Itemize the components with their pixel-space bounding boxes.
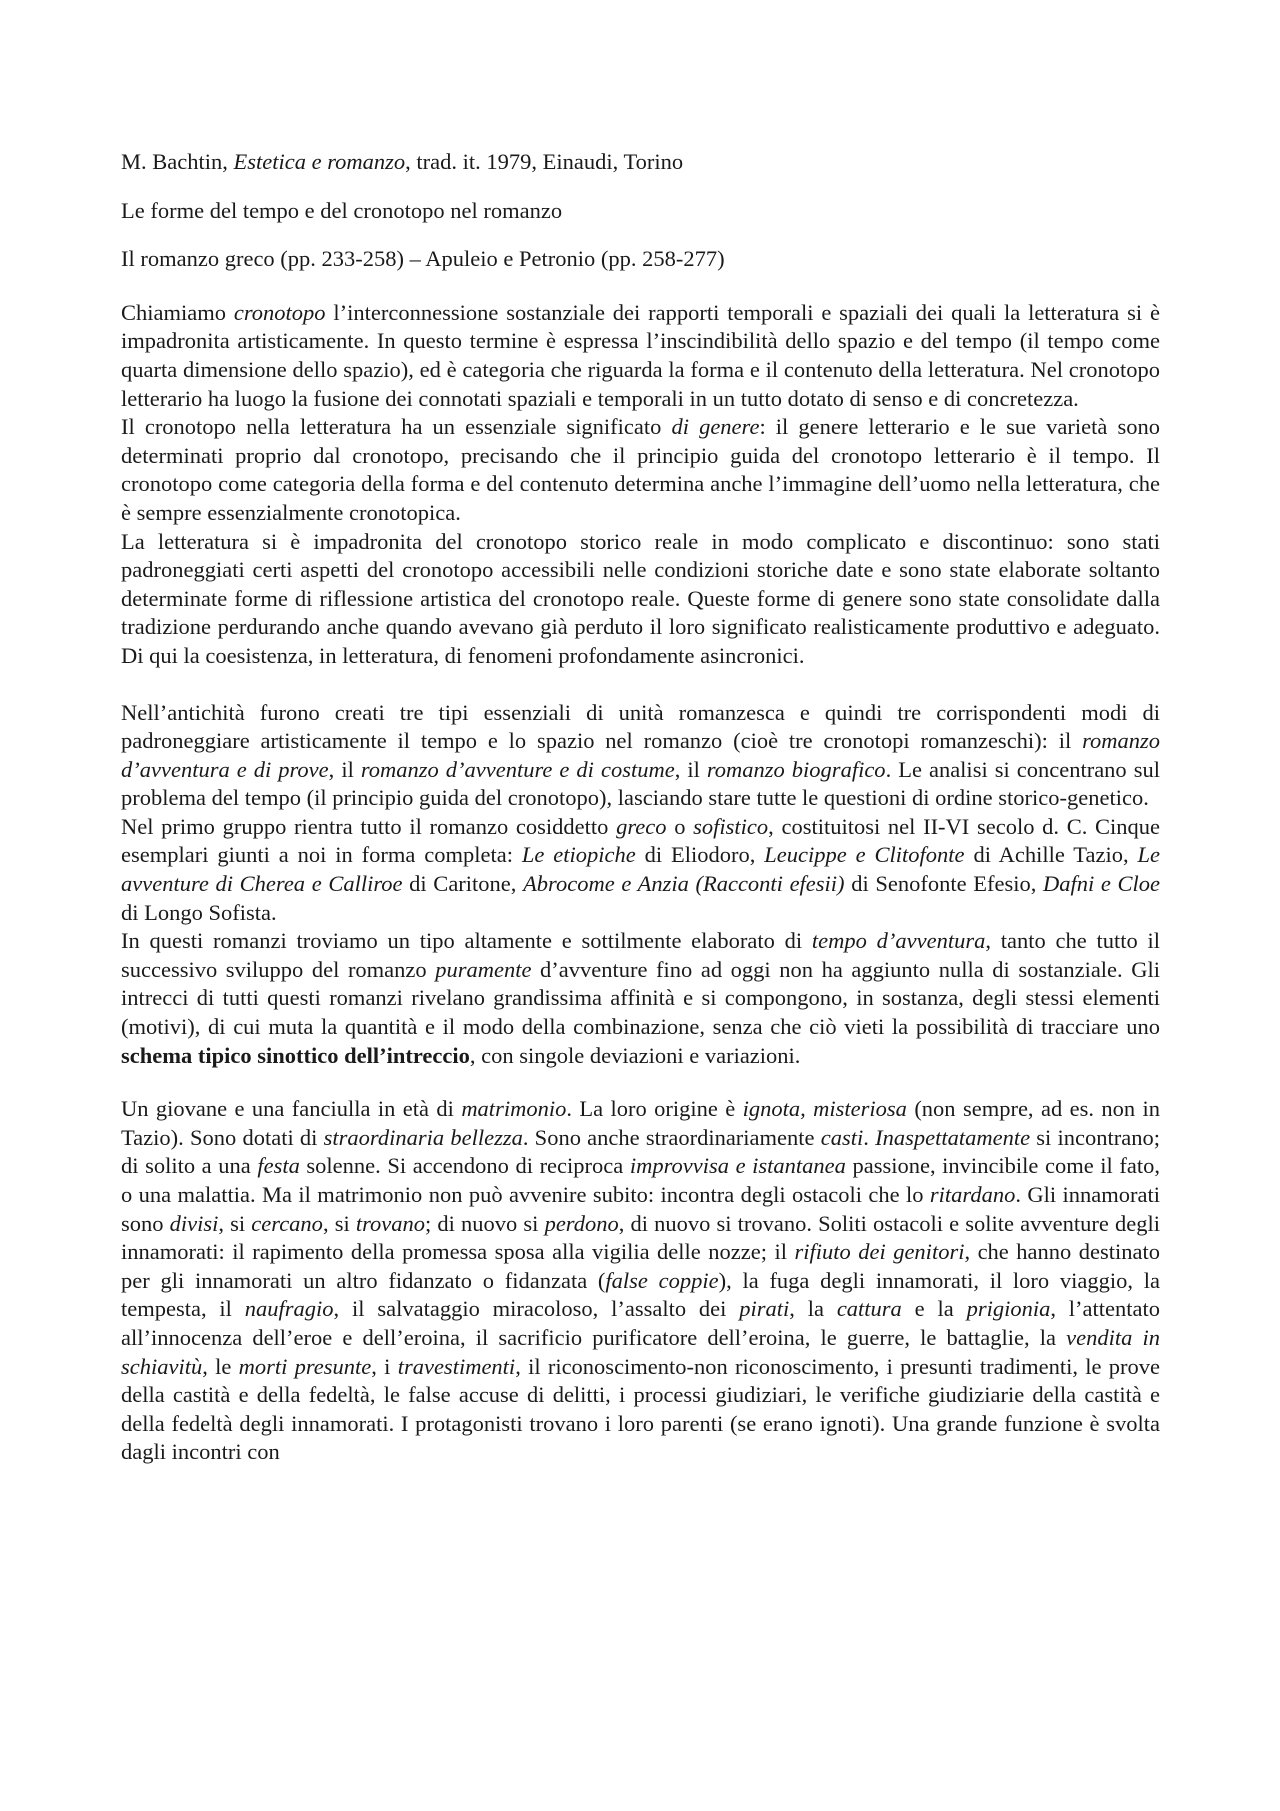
text-run: : il genere letterario e le sue varietà sono determinati proprio dal cronotopo, precisando che il principio guida del cronotopo letterario è il tempo. Il cronotopo come categoria della forma e del contenuto determina anche l’immagine dell’uomo nella letteratura, che è sempre essenzialmente cronotopica. [121,414,1160,525]
italic-text: cattura [836,1296,902,1322]
text-run: , tanto che tutto il successivo sviluppo del romanzo [121,928,1161,982]
paragraph [121,813,1160,927]
italic-text: cronotopo [233,299,326,325]
text-run: Il cronotopo nella letteratura ha un essenziale significato [121,414,672,440]
paragraph [121,1095,1160,1467]
text-run: di Longo Sofista. [121,899,277,925]
text-run: . Sono anche straordinariamente [522,1124,821,1150]
italic-text: festa [257,1153,300,1179]
chapter-title: Le forme del tempo e del cronotopo nel romanzo [121,197,563,223]
italic-text: casti [820,1124,864,1150]
text-run: , il [328,756,361,782]
text-run: Un giovane e una fanciulla in età di [121,1096,462,1122]
paragraph [121,528,1160,671]
italic-text: puramente [435,956,532,982]
italic-text: divisi [169,1210,219,1236]
text-run: ; di nuovo si [425,1210,545,1236]
italic-text: perdono [544,1210,619,1236]
text-run: di Senofonte Efesio, [844,871,1043,897]
italic-text: romanzo biografico [706,756,886,782]
italic-text: romanzo d’avventura e di prove [121,728,1160,782]
italic-text: cercano [251,1210,323,1236]
text-run: passione, invincibile come il fato, o una malattia. Ma il matrimonio non può avvenire subito: incontra degli ostacoli che lo [121,1153,1160,1207]
text-run: , trad. it. 1979, Einaudi, Torino [405,149,684,174]
italic-text: ignota, misteriosa [742,1096,907,1122]
italic-text: morti presunte [238,1353,372,1379]
text-run: In questi romanzi troviamo un tipo altamente e sottilmente elaborato di [121,928,812,954]
paragraph [121,413,1160,527]
text-run: l’interconnessione sostanziale dei rapporti temporali e spaziali dei quali la letteratura si è impadronita artisticamente. In questo termine è espressa l’inscindibilità dello spazio e del tempo (il tempo come quarta dimensione dello spazio), ed è categoria che riguarda la forma e il contenuto della letteratura. Nel cronotopo letterario ha luogo la fusione dei connotati spaziali e temporali in un tutto dotato di senso e di concretezza. [121,299,1160,411]
italic-text: greco [616,813,667,839]
text-run: , si [322,1210,356,1236]
text-run: . [863,1124,876,1150]
section-pages: Il romanzo greco (pp. 233-258) – Apuleio e Petronio (pp. 258-277) [121,246,725,272]
text-run: , costituitosi nel II-VI secolo d. C. Cinque esemplari giunti a noi in forma completa: [121,813,1161,868]
italic-text: matrimonio [461,1096,567,1122]
italic-text: straordinaria bellezza [323,1124,523,1150]
italic-text: false coppie [605,1267,719,1293]
text-run: o [666,813,694,839]
text-run: di Achille Tazio, [964,842,1138,868]
text-run: , che hanno destinato per gli innamorati un altro fidanzato o fidanzata ( [121,1239,1160,1293]
text-run: (non sempre, ad es. non in Tazio). Sono dotati di [121,1096,1160,1150]
italic-text: improvvisa e istantanea [629,1153,846,1179]
text-run: . Le analisi si concentrano sul problema del tempo (il principio guida del cronotopo), lasciando stare tutte le questioni di ordine storico-genetico. [121,756,1160,811]
text-run: , si [218,1210,252,1236]
text-run: . Gli innamorati sono [121,1182,1160,1236]
italic-text: Abrocome e Anzia (Racconti efesii) [523,871,845,897]
italic-text: sofistico [693,813,769,839]
italic-text: prigionia [966,1296,1051,1322]
text-run: di Caritone, [402,871,524,897]
text-run: , le [202,1353,239,1379]
text-run: Nel primo gruppo rientra tutto il romanzo cosiddetto [121,813,617,839]
bold-text: schema tipico sinottico dell’intreccio [121,1042,470,1068]
paragraph [121,699,1160,813]
italic-text: di genere [671,414,760,440]
italic-text: Le etiopiche [521,842,636,868]
text-run: , con singole deviazioni e variazioni. [469,1042,801,1068]
italic-text: trovano [355,1210,426,1236]
text-run: La letteratura si è impadronita del cronotopo storico reale in modo complicato e discontinuo: sono stati padroneggiati certi aspetti del cronotopo accessibili nelle condizioni storiche date e sono state elaborate soltanto determinate forme di riflessione artistica del cronotopo reale. Queste forme di genere sono state consolidate dalla tradizione perdurando anche quando avevano già perduto il loro significato realisticamente produttivo e adeguato. Di qui la coesistenza, in letteratura, di fenomeni profondamente asincronici. [121,528,1160,668]
italic-text: tempo d’avventura [811,928,986,954]
italic-text: vendita in schiavitù [121,1324,1160,1379]
text-run: e la [901,1296,967,1322]
text-run: , il salvataggio miracoloso, l’assalto dei [333,1296,740,1322]
italic-text: naufragio [244,1296,334,1322]
text-run: , l’attentato all’innocenza dell’eroe e dell’eroina, il sacrificio purificatore dell’eroina, le guerre, le battaglie, la [121,1296,1160,1350]
paragraph [121,299,1160,413]
text-run: , il [674,756,707,782]
text-run: , di nuovo si trovano. Soliti ostacoli e solite avventure degli innamorati: il rapimento della promessa sposa alla vigilia delle nozze; il [121,1210,1160,1265]
italic-text: Dafni e Cloe [1042,871,1161,897]
text-run: di Eliodoro, [635,842,765,868]
text-run: , la [789,1296,837,1322]
text-run: si incontrano; di solito a una [121,1124,1161,1179]
text-run: Nell’antichità furono creati tre tipi essenziali di unità romanzesca e quindi tre corrispondenti modi di padroneggiare artisticamente il tempo e lo spazio nel romanzo (cioè tre cronotopi romanzeschi): il [121,699,1160,754]
text-run: M. Bachtin, [121,149,234,174]
italic-text: ritardano [929,1182,1016,1207]
document-body [121,299,1160,1467]
italic-text: pirati [739,1296,790,1322]
text-run: . La loro origine è [566,1096,743,1122]
text-run: , i [371,1353,398,1379]
italic-text: Leucippe e Clitofonte [764,842,965,868]
italic-text: romanzo d’avventure e di costume [360,756,675,782]
citation-line [121,148,1160,177]
text-run: solenne. Si accendono di reciproca [299,1153,630,1179]
italic-text: travestimenti [397,1353,516,1379]
italic-text: rifiuto dei genitori [794,1239,965,1265]
text-run: , il riconoscimento-non riconoscimento, i presunti tradimenti, le prove della castità e della fedeltà, le false accuse di delitti, i processi giudiziari, le verifiche giudiziarie della castità e della fedeltà degli innamorati. I protagonisti trovano i loro parenti (se erano ignoti). Una grande funzione è svolta dagli incontri con [121,1353,1160,1465]
paragraph [121,927,1160,1070]
italic-text: Estetica e romanzo [233,149,406,174]
text-run: ), la fuga degli innamorati, il loro viaggio, la tempesta, il [121,1267,1160,1322]
text-run: d’avventure fino ad oggi non ha aggiunto nulla di sostanziale. Gli intrecci di tutti questi romanzi rivelano grandissima affinità e si compongono, in sostanza, degli stessi elementi (motivi), di cui muta la quantità e il modo della combinazione, senza che ciò vieti la possibilità di tracciare uno [121,956,1160,1040]
italic-text: Le avventure di Cherea e Calliroe [121,842,1160,897]
italic-text: Inaspettatamente [875,1124,1031,1150]
text-run: Chiamiamo [121,299,234,325]
